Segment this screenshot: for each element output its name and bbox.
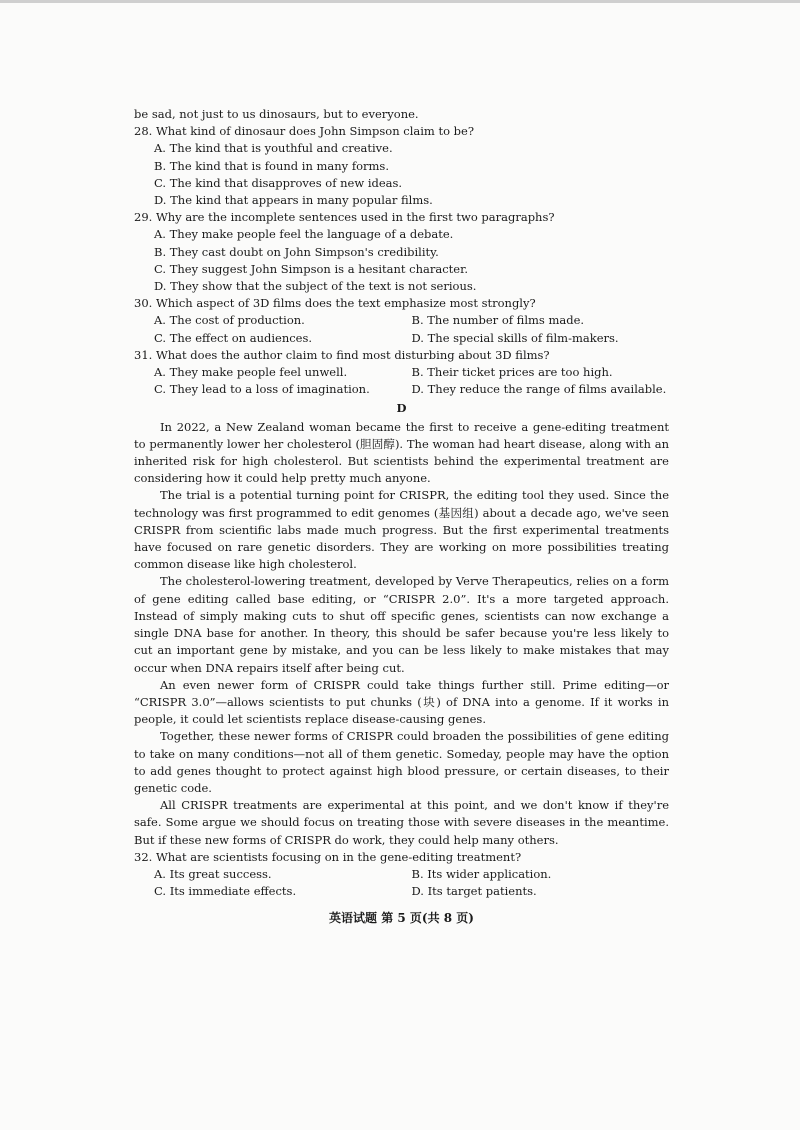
option-b: B. Their ticket prices are too high. <box>411 365 613 380</box>
option-c: C. The effect on audiences. <box>154 330 313 345</box>
page-content <box>134 106 669 928</box>
option-b: B. The kind that is found in many forms. <box>154 158 389 173</box>
option-a: A. Its great success. <box>154 866 272 881</box>
option-d: D. The special skills of film-makers. <box>411 330 619 345</box>
passage-paragraph-5: Together, these newer forms of CRISPR could broaden the possibilities of gene editing to take on many conditions—not all of them genetic. Someday, people may have the option to add genes thought to protect against high blood pressure, or certain diseases, to their genetic code. <box>134 729 669 795</box>
option-c: C. They suggest John Simpson is a hesitant character. <box>154 261 468 276</box>
option-a: A. The kind that is youthful and creative. <box>154 141 393 156</box>
section-d-title: D <box>396 401 407 416</box>
option-d: D. Its target patients. <box>411 884 537 899</box>
question-stem: 31. What does the author claim to find most disturbing about 3D films? <box>134 347 550 362</box>
question-29 <box>134 209 669 295</box>
intro-line: be sad, not just to us dinosaurs, but to everyone. <box>134 107 419 121</box>
passage-paragraph-3: The cholesterol-lowering treatment, developed by Verve Therapeutics, relies on a form of gene editing called base editing, or “CRISPR 2.0”. It's a more targeted approach. Instead of simply making cuts to shut off specific genes, scientists can now exchange a single DNA base for another. In theory, this should be safer because you're less likely to cut an important gene by mistake, and you can be less likely to make mistakes that may occur when DNA repairs itself after being cut. <box>134 574 669 675</box>
option-b: B. Its wider application. <box>411 866 552 881</box>
question-30 <box>134 295 669 347</box>
question-stem: 32. What are scientists focusing on in the gene-editing treatment? <box>134 849 522 864</box>
option-d: D. They reduce the range of films available. <box>411 382 667 397</box>
passage-paragraph-6: All CRISPR treatments are experimental at this point, and we don't know if they're safe. Some argue we should focus on treating those with severe diseases in the meantime. But if these new forms of CRISPR do work, they could help many others. <box>134 798 669 847</box>
option-d: D. They show that the subject of the text is not serious. <box>154 279 477 294</box>
option-a: A. The cost of production. <box>154 313 305 328</box>
page-footer: 英语试题 第 5 页(共 8 页) <box>329 911 474 926</box>
question-31 <box>134 347 669 399</box>
passage-paragraph-4: An even newer form of CRISPR could take things further still. Prime editing—or “CRISPR 3.0”—allows scientists to put chunks (块) of DNA into a genome. If it works in people, it could let scientists replace disease-causing genes. <box>134 677 669 727</box>
option-c: C. Its immediate effects. <box>154 884 297 899</box>
option-b: B. They cast doubt on John Simpson's credibility. <box>154 244 439 259</box>
option-b: B. The number of films made. <box>411 313 585 328</box>
option-c: C. The kind that disapproves of new ideas. <box>154 175 403 190</box>
option-a: A. They make people feel unwell. <box>154 365 348 380</box>
question-stem: 29. Why are the incomplete sentences used in the first two paragraphs? <box>134 210 555 225</box>
option-c: C. They lead to a loss of imagination. <box>154 382 370 397</box>
option-a: A. They make people feel the language of a debate. <box>154 227 454 242</box>
question-28 <box>134 123 669 209</box>
question-stem: 28. What kind of dinosaur does John Simpson claim to be? <box>134 124 475 139</box>
option-d: D. The kind that appears in many popular films. <box>154 193 433 208</box>
scan-edge <box>0 0 800 3</box>
question-stem: 30. Which aspect of 3D films does the text emphasize most strongly? <box>134 296 536 311</box>
passage-paragraph-1: In 2022, a New Zealand woman became the first to receive a gene-editing treatment to permanently lower her cholesterol (胆固醇). The woman had heart disease, along with an inherited risk for high cholesterol. But scientists behind the experimental treatment are considering how it could help pretty much anyone. <box>134 419 669 486</box>
question-32 <box>134 849 669 901</box>
passage-paragraph-2: The trial is a potential turning point for CRISPR, the editing tool they used. Since the technology was first programmed to edit genomes (基因组) about a decade ago, we've seen CRISPR from scientific labs made much progress. But the first experimental treatments have focused on rare genetic disorders. They are working on more possibilities treating common disease like high cholesterol. <box>134 488 669 572</box>
